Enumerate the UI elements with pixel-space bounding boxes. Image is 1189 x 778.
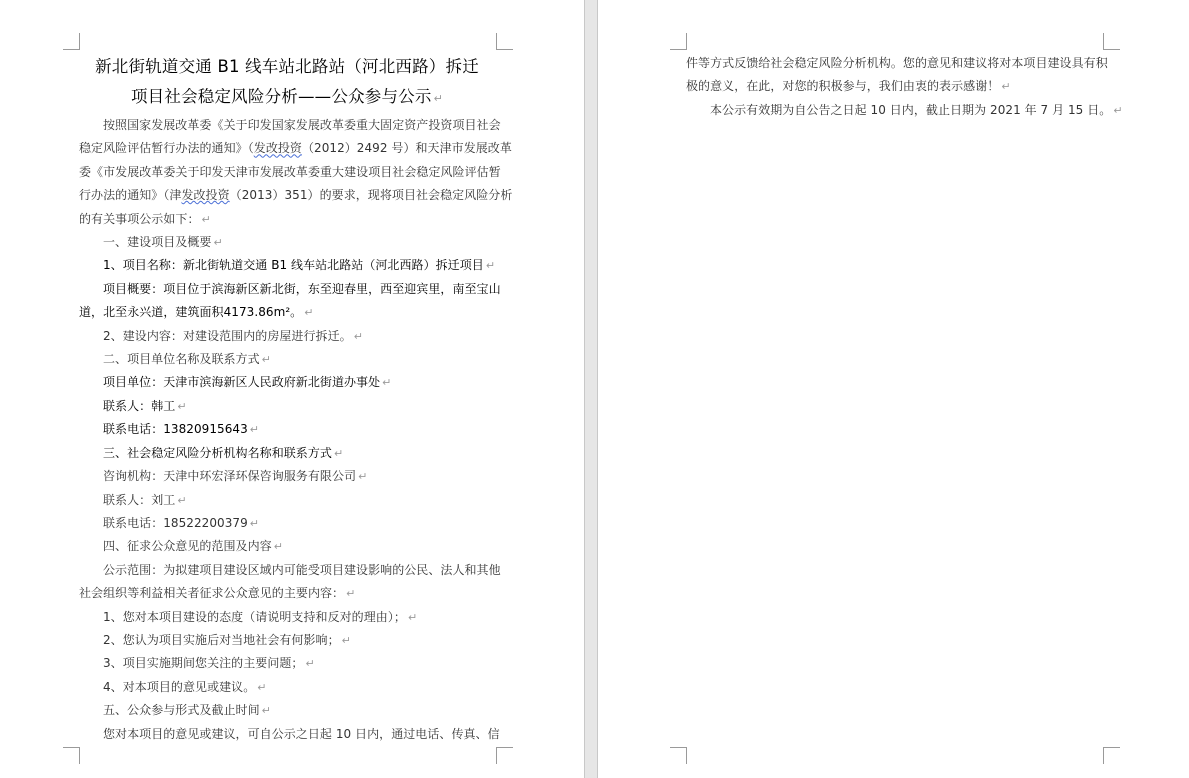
margin-corner-bottom-right xyxy=(1103,747,1120,764)
scope-line-2: 社会组织等利益相关者征求公众意见的主要内容： ↵ xyxy=(79,586,356,601)
question-3: 3、项目实施期间您关注的主要问题； ↵ xyxy=(103,656,315,671)
participation-line-3: 极的意义，在此，对您的积极参与，我们由衷的表示感谢！ ↵ xyxy=(686,79,1011,94)
section-3-heading: 三、社会稳定风险分析机构名称和联系方式 ↵ xyxy=(103,445,344,460)
spell-check-word: 发改投资 xyxy=(253,141,302,156)
section-2-heading: 二、项目单位名称及联系方式 ↵ xyxy=(103,352,271,367)
margin-corner-top-left xyxy=(63,33,80,50)
project-name: 1、项目名称：新北街轨道交通 B1 线车站北路站（河北西路）拆迁项目 ↵ xyxy=(103,258,496,273)
construction-content: 2、建设内容：对建设范围内的房屋进行拆迁。 ↵ xyxy=(103,328,363,343)
intro-line-2: 稳定风险评估暂行办法的通知》（发改投资（2012）2492 号）和天津市发展改革 xyxy=(79,141,512,156)
page-2-body[interactable] xyxy=(686,52,1123,122)
document-page-2 xyxy=(598,0,1189,778)
intro-line-5: 的有关事项公示如下： ↵ xyxy=(79,211,211,226)
margin-corner-bottom-right xyxy=(496,747,513,764)
section-5-heading: 五、公众参与形式及截止时间 ↵ xyxy=(103,703,271,718)
spell-check-word: 发改投资 xyxy=(181,188,230,203)
project-unit: 项目单位：天津市滨海新区人民政府新北街道办事处 ↵ xyxy=(103,375,392,390)
consulting-org: 咨询机构：天津中环宏泽环保咨询服务有限公司 ↵ xyxy=(103,469,368,484)
question-1: 1、您对本项目建设的态度（请说明支持和反对的理由）； ↵ xyxy=(103,609,418,624)
question-4: 4、对本项目的意见或建议。 ↵ xyxy=(103,679,267,694)
document-title-line-1: 新北街轨道交通 B1 线车站北路站（河北西路）拆迁 xyxy=(95,57,479,76)
intro-line-4: 行办法的通知》（津发改投资（2013）351）的要求，现将项目社会稳定风险分析 xyxy=(79,188,513,203)
page-1-body[interactable] xyxy=(79,52,513,746)
participation-line-1: 您对本项目的意见或建议，可自公示之日起 10 日内，通过电话、传真、信 xyxy=(103,726,500,741)
margin-corner-bottom-left xyxy=(63,747,80,764)
unit-contact-phone: 联系电话：13820915643 ↵ xyxy=(103,422,260,437)
question-2: 2、您认为项目实施后对当地社会有何影响； ↵ xyxy=(103,632,351,647)
document-page-1 xyxy=(0,0,584,778)
org-contact-person: 联系人：刘工 ↵ xyxy=(103,492,187,507)
page-gap xyxy=(584,0,598,778)
scope-line-1: 公示范围：为拟建项目建设区域内可能受项目建设影响的公民、法人和其他 xyxy=(103,562,501,577)
section-1-heading: 一、建设项目及概要 ↵ xyxy=(103,235,223,250)
document-title-line-2: 项目社会稳定风险分析——公众参与公示 ↵ xyxy=(130,87,444,106)
org-contact-phone: 联系电话：18522200379 ↵ xyxy=(103,515,260,530)
intro-line-1: 按照国家发展改革委《关于印发国家发展改革委重大固定资产投资项目社会 xyxy=(103,118,501,132)
project-overview-line-1: 项目概要：项目位于滨海新区新北街，东至迎春里，西至迎宾里，南至宝山 xyxy=(103,281,501,296)
unit-contact-person: 联系人：韩工 ↵ xyxy=(103,398,187,413)
validity-period: 本公示有效期为自公告之日起 10 日内，截止日期为 2021 年 7 月 15 日。 ↵ xyxy=(710,102,1123,117)
margin-corner-top-right xyxy=(1103,33,1120,50)
participation-line-2: 件等方式反馈给社会稳定风险分析机构。您的意见和建议将对本项目建设具有积 xyxy=(686,56,1108,70)
project-overview-line-2: 道，北至永兴道，建筑面积4173.86m²。 ↵ xyxy=(79,305,314,320)
section-4-heading: 四、征求公众意见的范围及内容 ↵ xyxy=(103,539,283,554)
margin-corner-top-left xyxy=(670,33,687,50)
margin-corner-top-right xyxy=(496,33,513,50)
margin-corner-bottom-left xyxy=(670,747,687,764)
intro-line-3: 委《市发展改革委关于印发天津市发展改革委重大建设项目社会稳定风险评估暂 xyxy=(79,164,501,179)
